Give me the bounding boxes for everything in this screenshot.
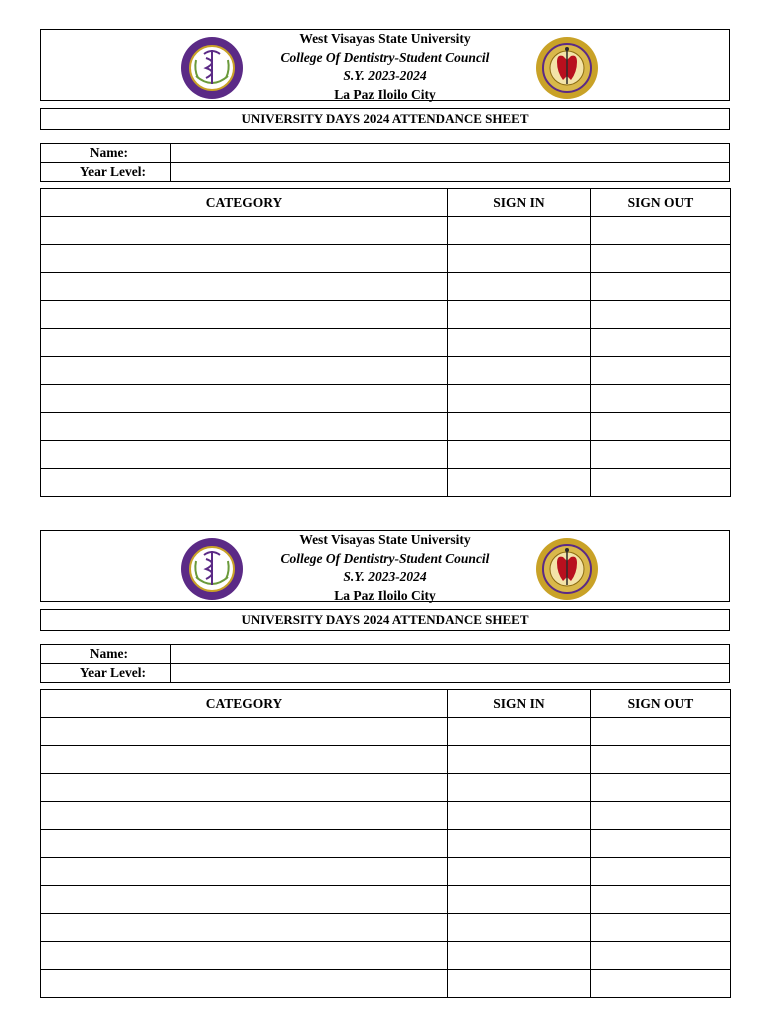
sign-in-cell[interactable] [448,413,591,441]
sign-out-cell[interactable] [591,441,731,469]
category-cell[interactable] [41,886,448,914]
sign-in-cell[interactable] [448,914,591,942]
year-level-field[interactable] [171,163,729,182]
year-level-label: Year Level: [41,664,171,683]
sign-out-cell[interactable] [591,830,731,858]
sign-out-cell[interactable] [591,802,731,830]
sign-in-cell[interactable] [448,217,591,245]
location: La Paz Iloilo City [334,587,436,603]
table-row [41,942,731,970]
year-level-row [41,664,729,683]
category-header: CATEGORY [41,189,448,217]
table-row [41,802,731,830]
header-text [41,531,729,605]
sheet-title: UNIVERSITY DAYS 2024 ATTENDANCE SHEET [40,108,730,130]
category-cell[interactable] [41,469,448,497]
sign-out-cell[interactable] [591,774,731,802]
sign-in-cell[interactable] [448,802,591,830]
table-body [41,718,731,998]
category-cell[interactable] [41,357,448,385]
student-info-fields [40,644,730,683]
location: La Paz Iloilo City [334,86,436,102]
table-row [41,774,731,802]
university-name: West Visayas State University [299,31,471,46]
name-field[interactable] [171,645,729,663]
sign-out-cell[interactable] [591,469,731,497]
sign-out-cell[interactable] [591,301,731,329]
sign-out-cell[interactable] [591,886,731,914]
category-cell[interactable] [41,746,448,774]
name-field[interactable] [171,144,729,162]
sign-out-cell[interactable] [591,245,731,273]
year-level-field[interactable] [171,664,729,683]
attendance-table [40,188,731,497]
sign-out-header: SIGN OUT [591,690,731,718]
sign-in-cell[interactable] [448,858,591,886]
category-cell[interactable] [41,802,448,830]
table-row [41,914,731,942]
sign-in-cell[interactable] [448,970,591,998]
table-row [41,970,731,998]
table-row [41,858,731,886]
name-label: Name: [41,645,171,663]
name-label: Name: [41,144,171,162]
category-cell[interactable] [41,441,448,469]
table-row [41,273,731,301]
student-info-fields [40,143,730,182]
category-cell[interactable] [41,413,448,441]
sign-out-cell[interactable] [591,217,731,245]
sign-out-cell[interactable] [591,273,731,301]
sign-in-header: SIGN IN [448,690,591,718]
sign-out-cell[interactable] [591,970,731,998]
sign-in-cell[interactable] [448,357,591,385]
sign-in-cell[interactable] [448,774,591,802]
sign-in-cell[interactable] [448,942,591,970]
table-header-row [41,189,731,217]
table-row [41,413,731,441]
sign-out-cell[interactable] [591,746,731,774]
sign-in-cell[interactable] [448,329,591,357]
sign-out-cell[interactable] [591,718,731,746]
header-text [41,30,729,104]
sign-in-header: SIGN IN [448,189,591,217]
category-cell[interactable] [41,273,448,301]
table-row [41,441,731,469]
table-row [41,245,731,273]
category-cell[interactable] [41,217,448,245]
school-year: S.Y. 2023-2024 [343,569,427,584]
sign-in-cell[interactable] [448,441,591,469]
category-cell[interactable] [41,830,448,858]
sign-in-cell[interactable] [448,469,591,497]
category-cell[interactable] [41,301,448,329]
sheet-title: UNIVERSITY DAYS 2024 ATTENDANCE SHEET [40,609,730,631]
sheet-header [40,530,730,602]
name-row [41,645,729,664]
sign-out-header: SIGN OUT [591,189,731,217]
sign-in-cell[interactable] [448,830,591,858]
sign-out-cell[interactable] [591,413,731,441]
sign-out-cell[interactable] [591,858,731,886]
college-name: College Of Dentistry-Student Council [280,49,490,65]
category-cell[interactable] [41,385,448,413]
sign-out-cell[interactable] [591,914,731,942]
sign-out-cell[interactable] [591,357,731,385]
sign-in-cell[interactable] [448,301,591,329]
table-row [41,357,731,385]
table-row [41,217,731,245]
table-row [41,830,731,858]
university-name: West Visayas State University [299,532,471,547]
sign-in-cell[interactable] [448,746,591,774]
sign-in-cell[interactable] [448,718,591,746]
sign-out-cell[interactable] [591,385,731,413]
name-row [41,144,729,163]
table-row [41,886,731,914]
table-row [41,329,731,357]
sheet-header [40,29,730,101]
category-cell[interactable] [41,858,448,886]
dentistry-seal-icon [535,537,599,601]
category-header: CATEGORY [41,690,448,718]
category-cell[interactable] [41,774,448,802]
table-body [41,217,731,497]
category-cell[interactable] [41,942,448,970]
dentistry-seal-icon [535,36,599,100]
year-level-row [41,163,729,182]
table-row [41,469,731,497]
sign-in-cell[interactable] [448,273,591,301]
school-year: S.Y. 2023-2024 [343,68,427,83]
category-cell[interactable] [41,914,448,942]
sign-in-cell[interactable] [448,886,591,914]
category-cell[interactable] [41,970,448,998]
table-header-row [41,690,731,718]
college-name: College Of Dentistry-Student Council [280,550,490,566]
sign-in-cell[interactable] [448,245,591,273]
table-row [41,718,731,746]
category-cell[interactable] [41,718,448,746]
table-row [41,746,731,774]
table-row [41,385,731,413]
sign-in-cell[interactable] [448,385,591,413]
category-cell[interactable] [41,245,448,273]
sign-out-cell[interactable] [591,942,731,970]
attendance-table [40,689,731,998]
table-row [41,301,731,329]
sign-out-cell[interactable] [591,329,731,357]
category-cell[interactable] [41,329,448,357]
year-level-label: Year Level: [41,163,171,182]
